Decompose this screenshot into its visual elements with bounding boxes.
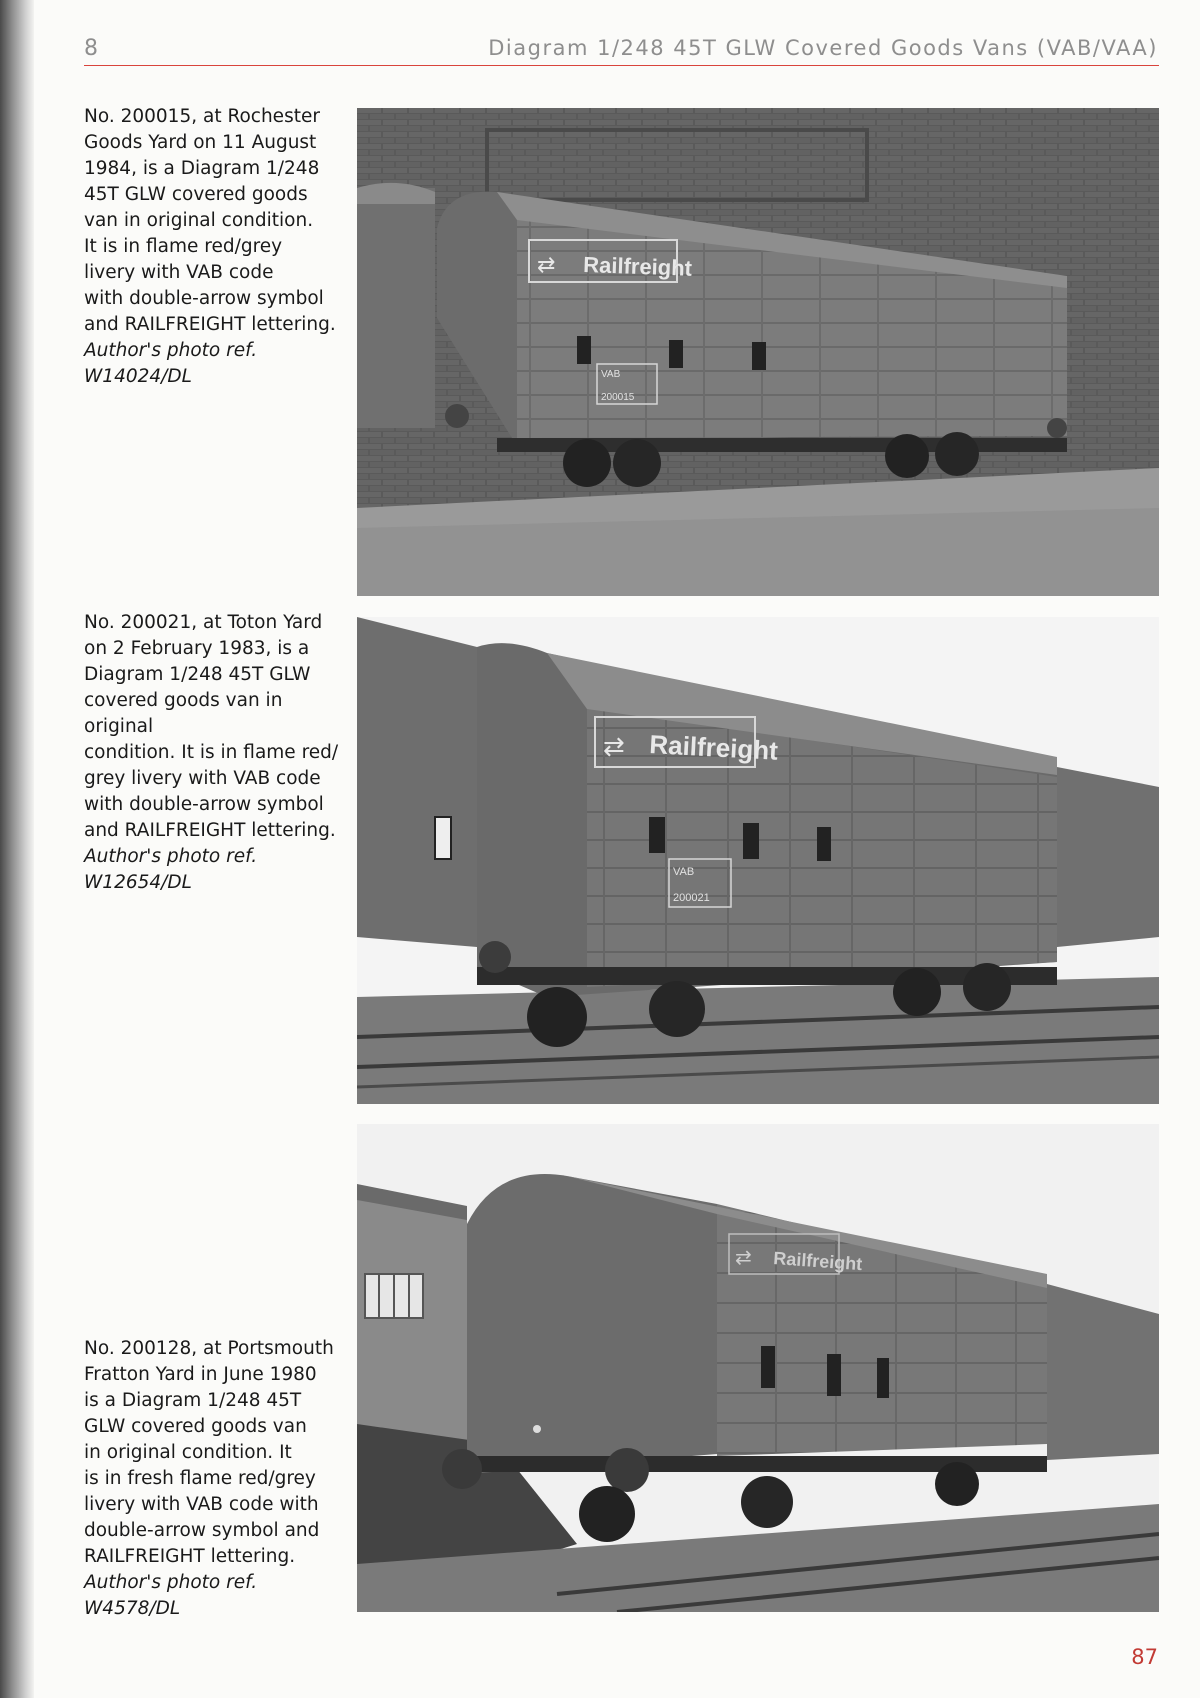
photo-200015 (357, 108, 1159, 596)
caption-line: RAILFREIGHT lettering. (84, 1546, 296, 1567)
caption-line: Diagram 1/248 45T GLW (84, 664, 311, 685)
caption-line: is a Diagram 1/248 45T (84, 1390, 302, 1411)
photo-ref (84, 1570, 346, 1622)
photo-ref-label: Author's photo ref. (84, 1572, 258, 1593)
caption-line: condition. It is in flame red/ (84, 742, 339, 763)
svg-text:⇄: ⇄ (537, 252, 556, 277)
logo-text: Railfreight (582, 252, 693, 281)
caption-200015 (84, 104, 346, 390)
photo-200128 (357, 1124, 1159, 1612)
chapter-number: 8 (84, 36, 99, 61)
caption-line: No. 200128, at Portsmouth (84, 1338, 334, 1359)
caption-line: livery with VAB code (84, 262, 274, 283)
van-photo-illustration (357, 617, 1159, 1104)
header-rule (84, 65, 1159, 66)
caption-line: Goods Yard on 11 August (84, 132, 317, 153)
van-code: VAB (673, 866, 695, 878)
svg-text:⇄: ⇄ (735, 1247, 752, 1269)
photo-ref (84, 844, 346, 896)
book-spine-shadow (0, 0, 34, 1698)
caption-line: in original condition. It (84, 1442, 292, 1463)
van-number: 200015 (601, 392, 635, 403)
svg-text:⇄: ⇄ (603, 731, 625, 761)
logo-text: Railfreight (772, 1248, 863, 1275)
van-photo-illustration (357, 1124, 1159, 1612)
caption-line: is in fresh flame red/grey (84, 1468, 316, 1489)
caption-200128 (84, 1336, 346, 1622)
logo-text: Railfreight (648, 729, 779, 766)
caption-200021 (84, 610, 346, 896)
caption-line: with double-arrow symbol (84, 288, 324, 309)
caption-line: double-arrow symbol and (84, 1520, 320, 1541)
caption-line: with double-arrow symbol (84, 794, 324, 815)
caption-line: and RAILFREIGHT lettering. (84, 820, 336, 841)
caption-line: 1984, is a Diagram 1/248 (84, 158, 320, 179)
photo-ref-label: Author's photo ref. (84, 846, 258, 867)
page-number: 87 (1131, 1645, 1158, 1669)
caption-line: No. 200021, at Toton Yard (84, 612, 323, 633)
caption-line: No. 200015, at Rochester (84, 106, 320, 127)
photo-ref-code: W4578/DL (84, 1598, 181, 1619)
van-code: VAB (601, 369, 621, 380)
caption-line: and RAILFREIGHT lettering. (84, 314, 336, 335)
photo-ref (84, 338, 346, 390)
photo-ref-code: W14024/DL (84, 366, 192, 387)
caption-line: on 2 February 1983, is a (84, 638, 310, 659)
caption-line: covered goods van in original (84, 690, 283, 737)
caption-line: 45T GLW covered goods (84, 184, 308, 205)
photo-ref-code: W12654/DL (84, 872, 192, 893)
running-title: Diagram 1/248 45T GLW Covered Goods Vans (VAB/VAA) (488, 36, 1158, 60)
caption-line: van in original condition. (84, 210, 314, 231)
caption-line: Fratton Yard in June 1980 (84, 1364, 317, 1385)
photo-200021 (357, 617, 1159, 1104)
caption-line: livery with VAB code with (84, 1494, 319, 1515)
van-photo-illustration (357, 108, 1159, 596)
caption-line: grey livery with VAB code (84, 768, 321, 789)
photo-ref-label: Author's photo ref. (84, 340, 258, 361)
van-number: 200021 (673, 892, 710, 904)
caption-line: It is in flame red/grey (84, 236, 283, 257)
caption-line: GLW covered goods van (84, 1416, 307, 1437)
